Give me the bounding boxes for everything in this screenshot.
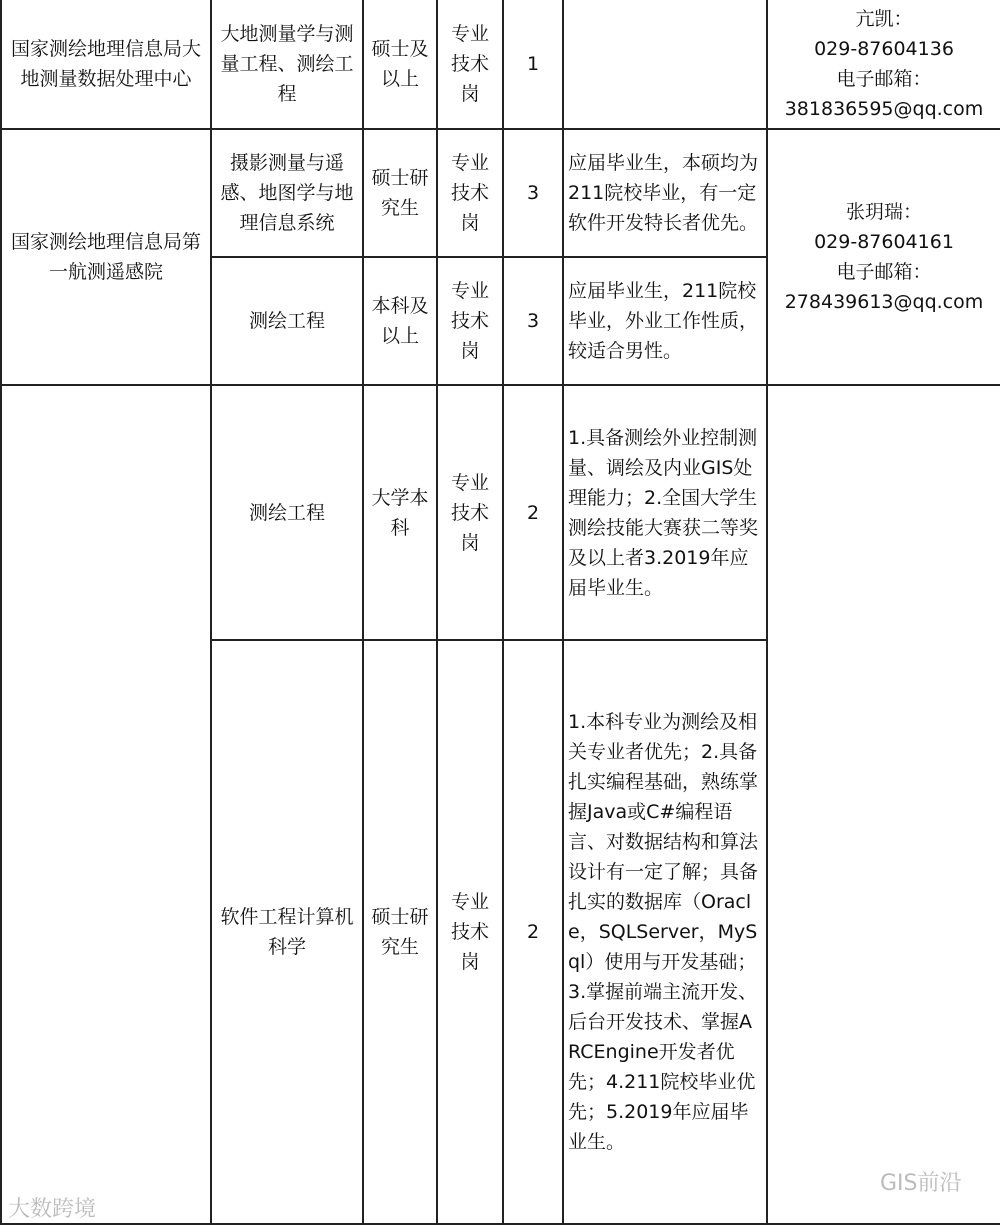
count-cell: 3 xyxy=(503,129,563,257)
requirements-cell xyxy=(563,0,767,129)
table-row xyxy=(1,385,1000,640)
org-cell: 国家测绘地理信息局第一航测遥感院 xyxy=(1,129,211,385)
contact-cell xyxy=(767,385,1000,1224)
count-cell: 3 xyxy=(503,257,563,385)
post-cell: 专业技术岗 xyxy=(437,640,503,1224)
count-cell: 1 xyxy=(503,0,563,129)
degree-cell: 硕士研究生 xyxy=(363,129,437,257)
count-cell: 2 xyxy=(503,385,563,640)
table-row xyxy=(1,0,1000,129)
org-cell: 国家测绘地理信息局大地测量数据处理中心 xyxy=(1,0,211,129)
watermark-left: 大数跨境 xyxy=(8,1197,97,1222)
major-cell: 软件工程计算机科学 xyxy=(211,640,363,1224)
degree-cell: 硕士研究生 xyxy=(363,640,437,1224)
watermark-right: GIS前沿 xyxy=(880,1171,962,1196)
count-cell: 2 xyxy=(503,640,563,1224)
requirements-cell: 1.本科专业为测绘及相关专业者优先；2.具备扎实编程基础，熟练掌握Java或C#编程语言、对数据结构和算法设计有一定了解；具备扎实的数据库（Oracle，SQLServer，MySql）使用与开发基础；3.掌握前端主流开发、后台开发技术、掌握ARCEngine开发者优先；4.211院校毕业优先；5.2019年应届毕业生。 xyxy=(563,640,767,1224)
post-cell: 专业技术岗 xyxy=(437,385,503,640)
major-cell: 测绘工程 xyxy=(211,257,363,385)
post-cell: 专业技术岗 xyxy=(437,129,503,257)
org-cell xyxy=(1,385,211,1224)
contact-cell: 张玥瑞： 029-87604161 电子邮箱： 278439613@qq.com xyxy=(767,129,1000,385)
post-cell: 专业技术岗 xyxy=(437,257,503,385)
contact-cell: 亢凯： 029-87604136 电子邮箱： 381836595@qq.com xyxy=(767,0,1000,129)
degree-cell: 本科及以上 xyxy=(363,257,437,385)
requirements-cell: 1.具备测绘外业控制测量、调绘及内业GIS处理能力；2.全国大学生测绘技能大赛获二等奖及以上者3.2019年应届毕业生。 xyxy=(563,385,767,640)
post-cell: 专业技术岗 xyxy=(437,0,503,129)
table-row xyxy=(1,129,1000,257)
major-cell: 摄影测量与遥感、地图学与地理信息系统 xyxy=(211,129,363,257)
degree-cell: 硕士及以上 xyxy=(363,0,437,129)
degree-cell: 大学本科 xyxy=(363,385,437,640)
requirements-cell: 应届毕业生，本硕均为211院校毕业，有一定软件开发特长者优先。 xyxy=(563,129,767,257)
requirements-cell: 应届毕业生，211院校毕业，外业工作性质，较适合男性。 xyxy=(563,257,767,385)
major-cell: 大地测量学与测量工程、测绘工程 xyxy=(211,0,363,129)
major-cell: 测绘工程 xyxy=(211,385,363,640)
